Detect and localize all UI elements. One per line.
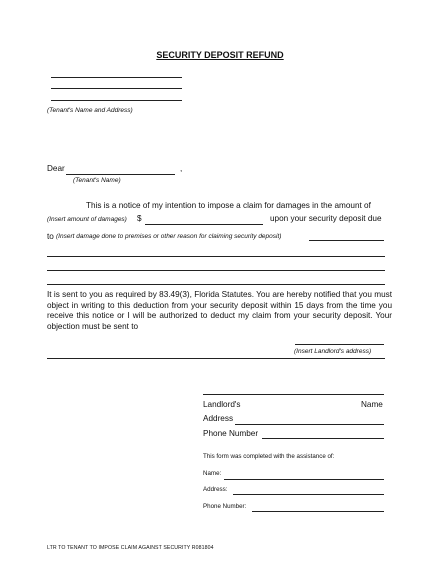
tenant-name-line[interactable] xyxy=(66,174,175,175)
footer-code: LTR TO TENANT TO IMPOSE CLAIM AGAINST SECURITY R081804 xyxy=(47,545,214,551)
tenant-name-address-hint: (Tenant's Name and Address) xyxy=(47,107,133,114)
salutation-comma: , xyxy=(180,164,183,173)
amount-line[interactable] xyxy=(145,224,263,225)
tenant-address-line-2[interactable] xyxy=(51,88,182,89)
assistance-text: This form was completed with the assistance of: xyxy=(203,453,335,460)
statute-paragraph: It is sent to you as required by 83.49(3), Florida Statutes. You are hereby notified that you must object in writing to this deduction from your security deposit within 15 days from the time you receive this notice or I will be authorized to deduct my claim from your security deposit. Your objection must be sent to xyxy=(47,290,392,331)
tenant-address-line-3[interactable] xyxy=(51,100,182,101)
damage-hint: (Insert damage done to premises or other reason for claiming security deposit) xyxy=(56,233,282,240)
name-label: Name xyxy=(361,400,383,409)
notice-line: This is a notice of my intention to impose a claim for damages in the amount of xyxy=(86,201,371,210)
landlord-label: Landlord's xyxy=(203,400,241,409)
document-title: SECURITY DEPOSIT REFUND xyxy=(156,50,284,60)
assist-phone-label: Phone Number: xyxy=(203,503,247,510)
salutation-dear: Dear xyxy=(47,164,65,173)
amount-hint: (Insert amount of damages) xyxy=(47,216,127,223)
assist-phone-line[interactable] xyxy=(252,511,384,512)
tenant-name-hint: (Tenant's Name) xyxy=(73,177,121,184)
landlord-address-hint: (Insert Landlord's address) xyxy=(294,348,372,355)
landlord-address-line-a[interactable] xyxy=(295,344,384,345)
assist-address-line[interactable] xyxy=(233,494,384,495)
landlord-address-line-b[interactable] xyxy=(47,358,385,359)
dollar-sign: $ xyxy=(137,214,142,223)
to-label: to xyxy=(47,232,54,241)
tenant-address-line-1[interactable] xyxy=(51,77,182,78)
damage-line-3[interactable] xyxy=(47,284,385,285)
assist-name-line[interactable] xyxy=(224,479,384,480)
signature-line[interactable] xyxy=(203,394,384,395)
address-line[interactable] xyxy=(235,424,384,425)
damage-line-2[interactable] xyxy=(47,270,385,271)
phone-line[interactable] xyxy=(262,438,384,439)
assist-name-label: Name: xyxy=(203,470,222,477)
address-label: Address xyxy=(203,414,234,423)
phone-label: Phone Number xyxy=(203,429,259,438)
assist-address-label: Address: xyxy=(203,486,228,493)
damage-line-0[interactable] xyxy=(309,240,384,241)
security-deposit-due-text: upon your security deposit due xyxy=(270,214,382,223)
damage-line-1[interactable] xyxy=(47,256,385,257)
